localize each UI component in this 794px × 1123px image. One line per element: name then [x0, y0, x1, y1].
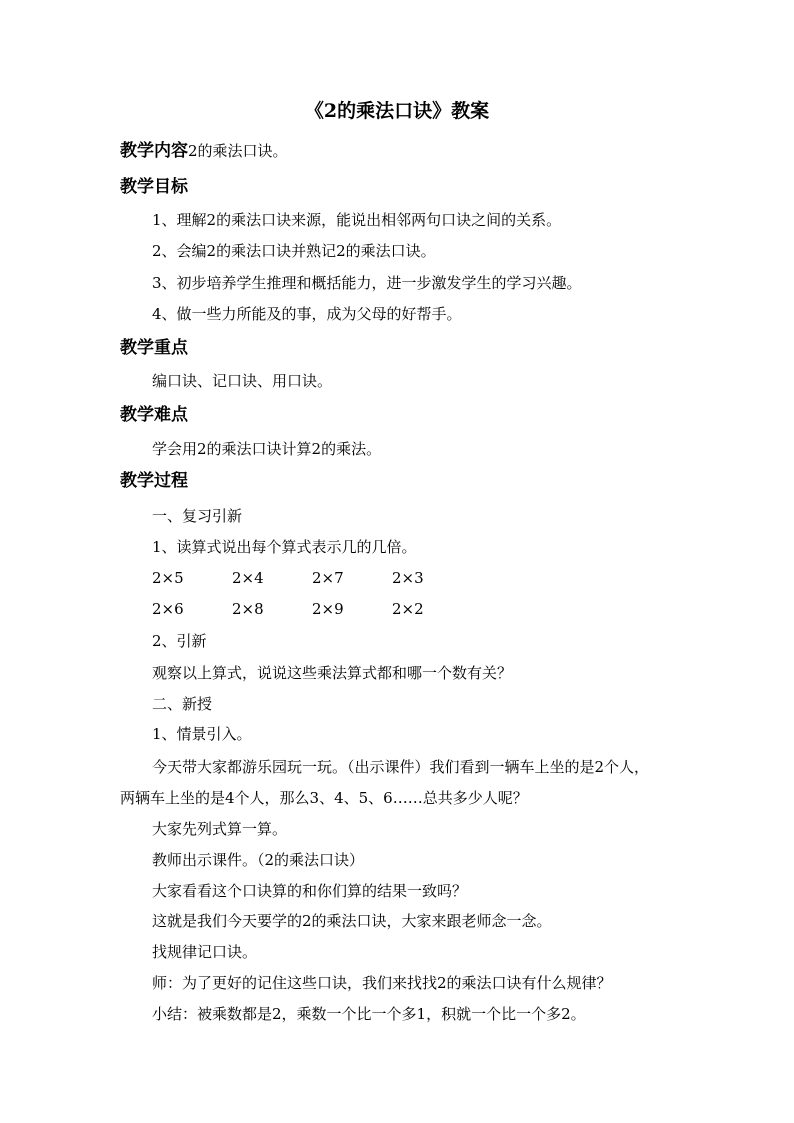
document-title: 《2的乘法口诀》教案	[304, 100, 490, 122]
expression: 2×6	[152, 600, 184, 618]
body-text: 教师出示课件。（2的乘法口诀）	[152, 851, 365, 869]
goal-item: 3、初步培养学生推理和概括能力，进一步激发学生的学习兴趣。	[152, 274, 582, 292]
key-heading: 教学重点	[120, 338, 188, 358]
body-text: 大家先列式算一算。	[152, 820, 288, 838]
difficulty-text: 学会用2的乘法口诀计算2的乘法。	[152, 440, 382, 458]
difficulty-heading: 教学难点	[120, 405, 188, 425]
body-text: 大家看看这个口诀算的和你们算的结果一致吗？	[152, 882, 468, 900]
key-text: 编口诀、记口诀、用口诀。	[152, 372, 333, 390]
body-text: 小结：被乘数都是2，乘数一个比一个多1，积就一个比一个多2。	[152, 1005, 586, 1023]
section-heading: 一、复习引新	[152, 507, 243, 525]
body-text: 观察以上算式，说说这些乘法算式都和哪一个数有关？	[152, 664, 513, 682]
expression: 2×9	[312, 600, 344, 618]
step-text: 1、情景引入。	[152, 725, 252, 743]
body-text: 今天带大家都游乐园玩一玩。（出示课件）我们看到一辆车上坐的是2个人，	[152, 758, 650, 776]
goal-item: 2、会编2的乘法口诀并熟记2的乘法口诀。	[152, 242, 436, 260]
process-heading: 教学过程	[120, 471, 188, 491]
goals-heading: 教学目标	[120, 177, 188, 197]
expression: 2×5	[152, 569, 184, 587]
expression: 2×3	[392, 569, 424, 587]
step-text: 1、读算式说出每个算式表示几的几倍。	[152, 538, 417, 556]
body-text: 这就是我们今天要学的2的乘法口诀，大家来跟老师念一念。	[152, 912, 552, 930]
goal-item: 1、理解2的乘法口诀来源，能说出相邻两句口诀之间的关系。	[152, 211, 562, 229]
content-label: 教学内容	[120, 141, 188, 161]
expression: 2×2	[392, 600, 424, 618]
body-text: 师：为了更好的记住这些口诀，我们来找找2的乘法口诀有什么规律？	[152, 974, 612, 992]
content-text: 2的乘法口诀。	[188, 142, 288, 160]
section-heading: 二、新授	[152, 695, 213, 713]
expression: 2×7	[312, 569, 344, 587]
body-text: 两辆车上坐的是4个人，那么3、4、5、6……总共多少人呢？	[120, 789, 528, 807]
content-line	[120, 140, 288, 162]
step-text: 2、引新	[152, 632, 207, 650]
expression: 2×8	[232, 600, 264, 618]
goal-item: 4、做一些力所能及的事，成为父母的好帮手。	[152, 305, 462, 323]
expression: 2×4	[232, 569, 264, 587]
body-text: 找规律记口诀。	[152, 943, 258, 961]
